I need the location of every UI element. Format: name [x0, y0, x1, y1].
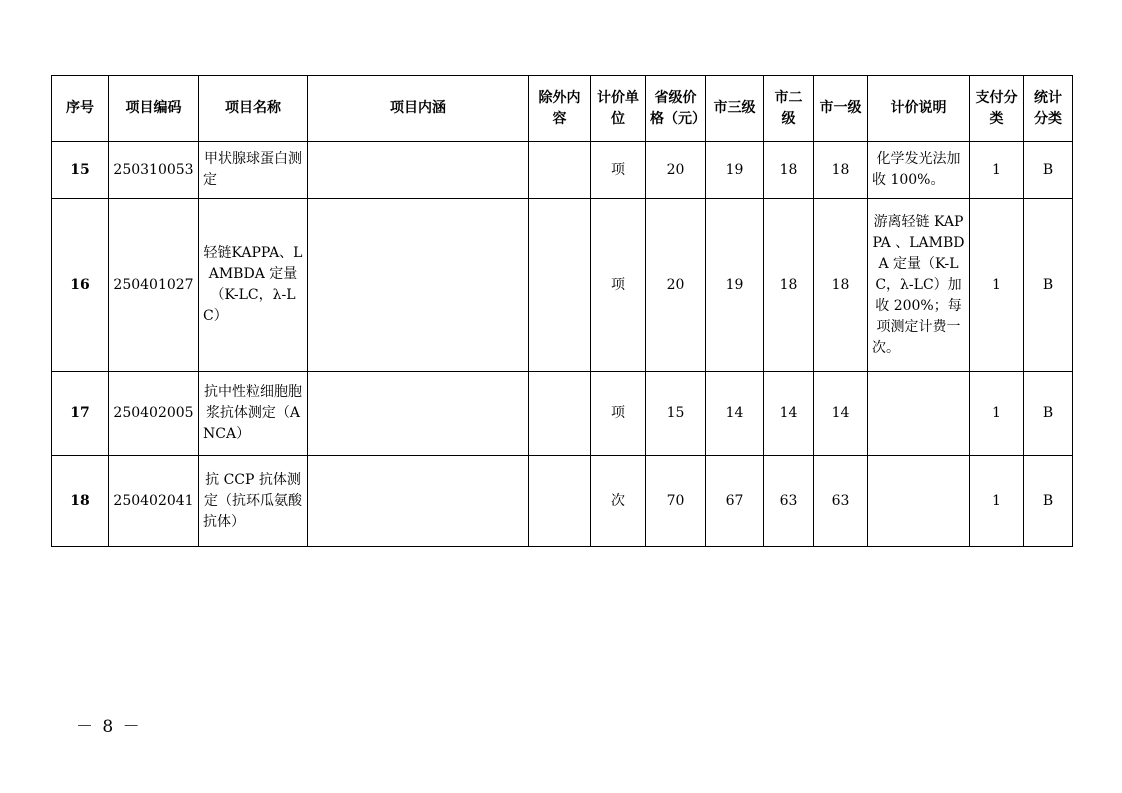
cell-city-level-2: 63 — [764, 456, 814, 547]
cell-payment-category: 1 — [970, 372, 1024, 456]
header-code: 项目编码 — [109, 76, 199, 142]
cell-seq: 18 — [52, 456, 109, 547]
header-row — [52, 76, 1073, 142]
cell-pricing-note: 游离轻链 KAPPA 、LAMBDA 定量（K-LC，λ-LC）加收 200%；每项测定计费一次。 — [868, 199, 970, 372]
cell-city-level-1: 18 — [814, 142, 868, 199]
cell-city-level-3: 19 — [706, 199, 764, 372]
cell-city-level-1: 14 — [814, 372, 868, 456]
price-table — [51, 75, 1073, 547]
header-pricing-note: 计价说明 — [868, 76, 970, 142]
cell-name: 抗 CCP 抗体测定（抗环瓜氨酸抗体） — [199, 456, 308, 547]
cell-seq: 17 — [52, 372, 109, 456]
cell-city-level-1: 18 — [814, 199, 868, 372]
cell-city-level-2: 18 — [764, 199, 814, 372]
table-row — [52, 372, 1073, 456]
page-number: － 8 － — [76, 717, 142, 737]
cell-stat-category: B — [1024, 456, 1073, 547]
cell-stat-category: B — [1024, 142, 1073, 199]
cell-city-level-3: 67 — [706, 456, 764, 547]
header-payment-category: 支付分类 — [970, 76, 1024, 142]
cell-city-level-3: 14 — [706, 372, 764, 456]
cell-code: 250310053 — [109, 142, 199, 199]
cell-name: 轻链KAPPA、LAMBDA 定量（K-LC，λ-LC） — [199, 199, 308, 372]
cell-payment-category: 1 — [970, 199, 1024, 372]
cell-unit: 次 — [591, 456, 646, 547]
cell-payment-category: 1 — [970, 456, 1024, 547]
table-row — [52, 456, 1073, 547]
cell-unit: 项 — [591, 372, 646, 456]
table-row — [52, 199, 1073, 372]
cell-unit: 项 — [591, 142, 646, 199]
cell-stat-category: B — [1024, 372, 1073, 456]
header-content: 项目内涵 — [308, 76, 529, 142]
cell-pricing-note: 化学发光法加收 100%。 — [868, 142, 970, 199]
cell-city-level-1: 63 — [814, 456, 868, 547]
cell-content — [308, 199, 529, 372]
cell-pricing-note — [868, 372, 970, 456]
cell-stat-category: B — [1024, 199, 1073, 372]
cell-city-level-2: 18 — [764, 142, 814, 199]
cell-provincial-price: 20 — [646, 142, 706, 199]
cell-name: 甲状腺球蛋白测定 — [199, 142, 308, 199]
cell-content — [308, 372, 529, 456]
cell-code: 250402041 — [109, 456, 199, 547]
cell-exclusion — [529, 372, 591, 456]
header-seq: 序号 — [52, 76, 109, 142]
cell-name: 抗中性粒细胞胞浆抗体测定（ANCA） — [199, 372, 308, 456]
cell-exclusion — [529, 199, 591, 372]
header-city-level-1: 市一级 — [814, 76, 868, 142]
header-unit: 计价单位 — [591, 76, 646, 142]
cell-seq: 16 — [52, 199, 109, 372]
cell-seq: 15 — [52, 142, 109, 199]
cell-pricing-note — [868, 456, 970, 547]
table-row — [52, 142, 1073, 199]
cell-city-level-3: 19 — [706, 142, 764, 199]
cell-provincial-price: 70 — [646, 456, 706, 547]
cell-content — [308, 456, 529, 547]
cell-content — [308, 142, 529, 199]
header-provincial-price: 省级价格（元） — [646, 76, 706, 142]
header-city-level-3: 市三级 — [706, 76, 764, 142]
header-city-level-2: 市二级 — [764, 76, 814, 142]
cell-code: 250401027 — [109, 199, 199, 372]
cell-provincial-price: 20 — [646, 199, 706, 372]
cell-provincial-price: 15 — [646, 372, 706, 456]
header-stat-category: 统计分类 — [1024, 76, 1073, 142]
cell-payment-category: 1 — [970, 142, 1024, 199]
cell-code: 250402005 — [109, 372, 199, 456]
header-exclusion: 除外内容 — [529, 76, 591, 142]
cell-unit: 项 — [591, 199, 646, 372]
cell-city-level-2: 14 — [764, 372, 814, 456]
cell-exclusion — [529, 142, 591, 199]
cell-exclusion — [529, 456, 591, 547]
header-name: 项目名称 — [199, 76, 308, 142]
